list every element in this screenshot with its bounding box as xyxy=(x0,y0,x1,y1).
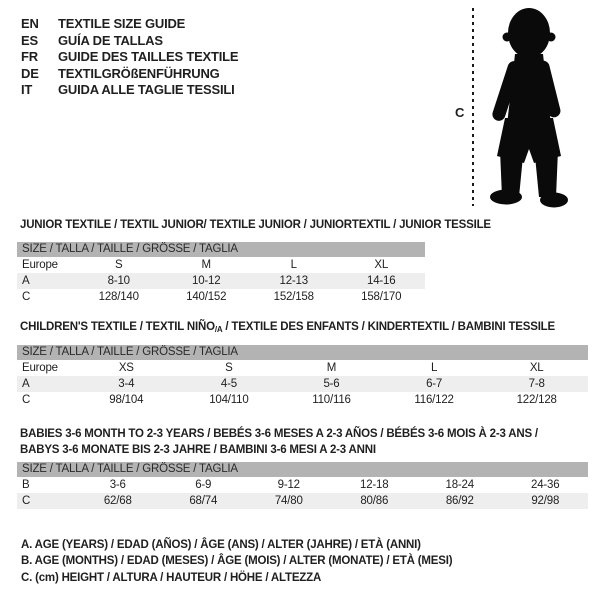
row-label: Europe xyxy=(22,362,58,374)
table-cell: 3-6 xyxy=(109,479,126,491)
table-row-europe xyxy=(17,360,588,376)
table-cell: 10-12 xyxy=(192,275,221,287)
babies-title-line1: BABIES 3-6 MONTH TO 2-3 YEARS / BEBÉS 3-6 MESES A 2-3 AÑOS / BÉBÉS 3-6 MOIS À 2-3 ANS / xyxy=(20,428,538,440)
table-cell: 86/92 xyxy=(445,495,474,507)
table-cell: 14-16 xyxy=(367,275,396,287)
lang-code: ES xyxy=(21,32,38,48)
row-label: C xyxy=(22,394,31,406)
footnotes-block xyxy=(21,537,452,586)
table-cell: 104/110 xyxy=(209,394,249,406)
row-label: C xyxy=(22,495,31,507)
babies-title-line2: BABYS 3-6 MONATE BIS 2-3 JAHRE / BAMBINI 3-6 MESI A 2-3 ANNI xyxy=(20,444,376,456)
junior-size-table xyxy=(17,242,425,305)
table-row-height xyxy=(17,289,425,305)
table-cell: 8-10 xyxy=(107,275,130,287)
table-cell: 98/104 xyxy=(109,394,144,406)
table-cell: 152/158 xyxy=(273,291,314,303)
lang-title: TEXTILGRÖßENFÜHRUNG xyxy=(58,65,220,81)
table-row-height xyxy=(17,392,588,408)
row-label: B xyxy=(22,479,30,491)
table-cell: 74/80 xyxy=(274,495,303,507)
table-cell: 12-13 xyxy=(279,275,308,287)
table-cell: 62/68 xyxy=(103,495,132,507)
children-size-table xyxy=(17,345,588,408)
row-label: C xyxy=(22,291,31,303)
footnote-c: C. (cm) HEIGHT / ALTURA / HAUTEUR / HÖHE / ALTEZZA xyxy=(21,571,322,584)
table-cell: 4-5 xyxy=(220,378,237,390)
table-cell: XL xyxy=(374,259,389,271)
table-cell: 18-24 xyxy=(445,479,474,491)
lang-row-en xyxy=(21,16,238,33)
table-cell: 24-36 xyxy=(531,479,560,491)
table-cell: 140/152 xyxy=(186,291,227,303)
size-header-band: SIZE / TALLA / TAILLE / GRÖSSE / TAGLIA xyxy=(17,462,588,477)
table-cell: 80/86 xyxy=(360,495,389,507)
lang-code: IT xyxy=(21,82,33,98)
row-label: A xyxy=(22,378,30,390)
table-cell: 110/116 xyxy=(312,394,351,406)
table-cell: L xyxy=(290,259,297,271)
table-cell: 116/122 xyxy=(414,394,454,406)
table-cell: 122/128 xyxy=(516,394,557,406)
table-row-europe xyxy=(17,257,425,273)
lang-row-es xyxy=(21,33,238,50)
table-row-age xyxy=(17,273,425,289)
babies-section-title xyxy=(20,426,538,458)
table-cell: 7-8 xyxy=(528,378,545,390)
lang-code: FR xyxy=(21,49,38,65)
junior-section-title: JUNIOR TEXTILE / TEXTIL JUNIOR/ TEXTILE JUNIOR / JUNIORTEXTIL / JUNIOR TESSILE xyxy=(20,219,491,231)
babies-size-table xyxy=(17,462,588,509)
baby-silhouette-icon xyxy=(460,0,595,215)
lang-title: GUIDE DES TAILLES TEXTILE xyxy=(58,49,239,65)
footnote-a: A. AGE (YEARS) / EDAD (AÑOS) / ÂGE (ANS) / ALTER (JAHRE) / ETÀ (ANNI) xyxy=(21,539,421,551)
children-title-sub: /A xyxy=(214,325,223,334)
size-header-band: SIZE / TALLA / TAILLE / GRÖSSE / TAGLIA xyxy=(17,345,588,360)
language-title-block xyxy=(21,16,238,99)
table-row-age xyxy=(17,376,588,392)
table-row-age-months xyxy=(17,477,588,493)
lang-row-de xyxy=(21,66,238,83)
table-cell: 12-18 xyxy=(360,479,389,491)
table-cell: L xyxy=(430,362,438,374)
children-section-title xyxy=(20,319,555,336)
table-cell: 6-7 xyxy=(426,378,443,390)
table-cell: 9-12 xyxy=(277,479,300,491)
children-title-post: / TEXTILE DES ENFANTS / KINDERTEXTIL / BAMBINI TESSILE xyxy=(222,321,555,333)
height-reference-label: C xyxy=(455,105,465,120)
lang-code: EN xyxy=(21,16,39,31)
lang-row-it xyxy=(21,82,238,99)
lang-code: DE xyxy=(21,65,39,81)
table-cell: XL xyxy=(529,362,544,374)
lang-title: TEXTILE SIZE GUIDE xyxy=(58,16,186,31)
row-label: A xyxy=(22,275,30,287)
table-cell: M xyxy=(201,259,211,271)
table-cell: XS xyxy=(118,362,134,374)
lang-row-fr xyxy=(21,49,238,66)
table-cell: 6-9 xyxy=(195,479,212,491)
table-cell: 128/140 xyxy=(98,291,139,303)
table-cell: S xyxy=(225,362,233,374)
lang-title: GUIDA ALLE TAGLIE TESSILI xyxy=(58,82,235,98)
size-header-band: SIZE / TALLA / TAILLE / GRÖSSE / TAGLIA xyxy=(17,242,425,257)
lang-title: GUÍA DE TALLAS xyxy=(58,32,163,48)
table-cell: 92/98 xyxy=(531,495,560,507)
table-cell: 68/74 xyxy=(189,495,218,507)
table-cell: 3-4 xyxy=(118,378,135,390)
table-cell: M xyxy=(326,362,337,374)
row-label: Europe xyxy=(22,259,58,271)
table-cell: S xyxy=(115,259,123,271)
children-title-pre: CHILDREN'S TEXTILE / TEXTIL NIÑO xyxy=(20,321,215,333)
table-row-height xyxy=(17,493,588,509)
table-cell: 158/170 xyxy=(361,291,402,303)
footnote-b: B. AGE (MONTHS) / EDAD (MESES) / ÂGE (MOIS) / ALTER (MONATE) / ETÀ (MESI) xyxy=(21,555,453,568)
table-cell: 5-6 xyxy=(323,378,340,390)
